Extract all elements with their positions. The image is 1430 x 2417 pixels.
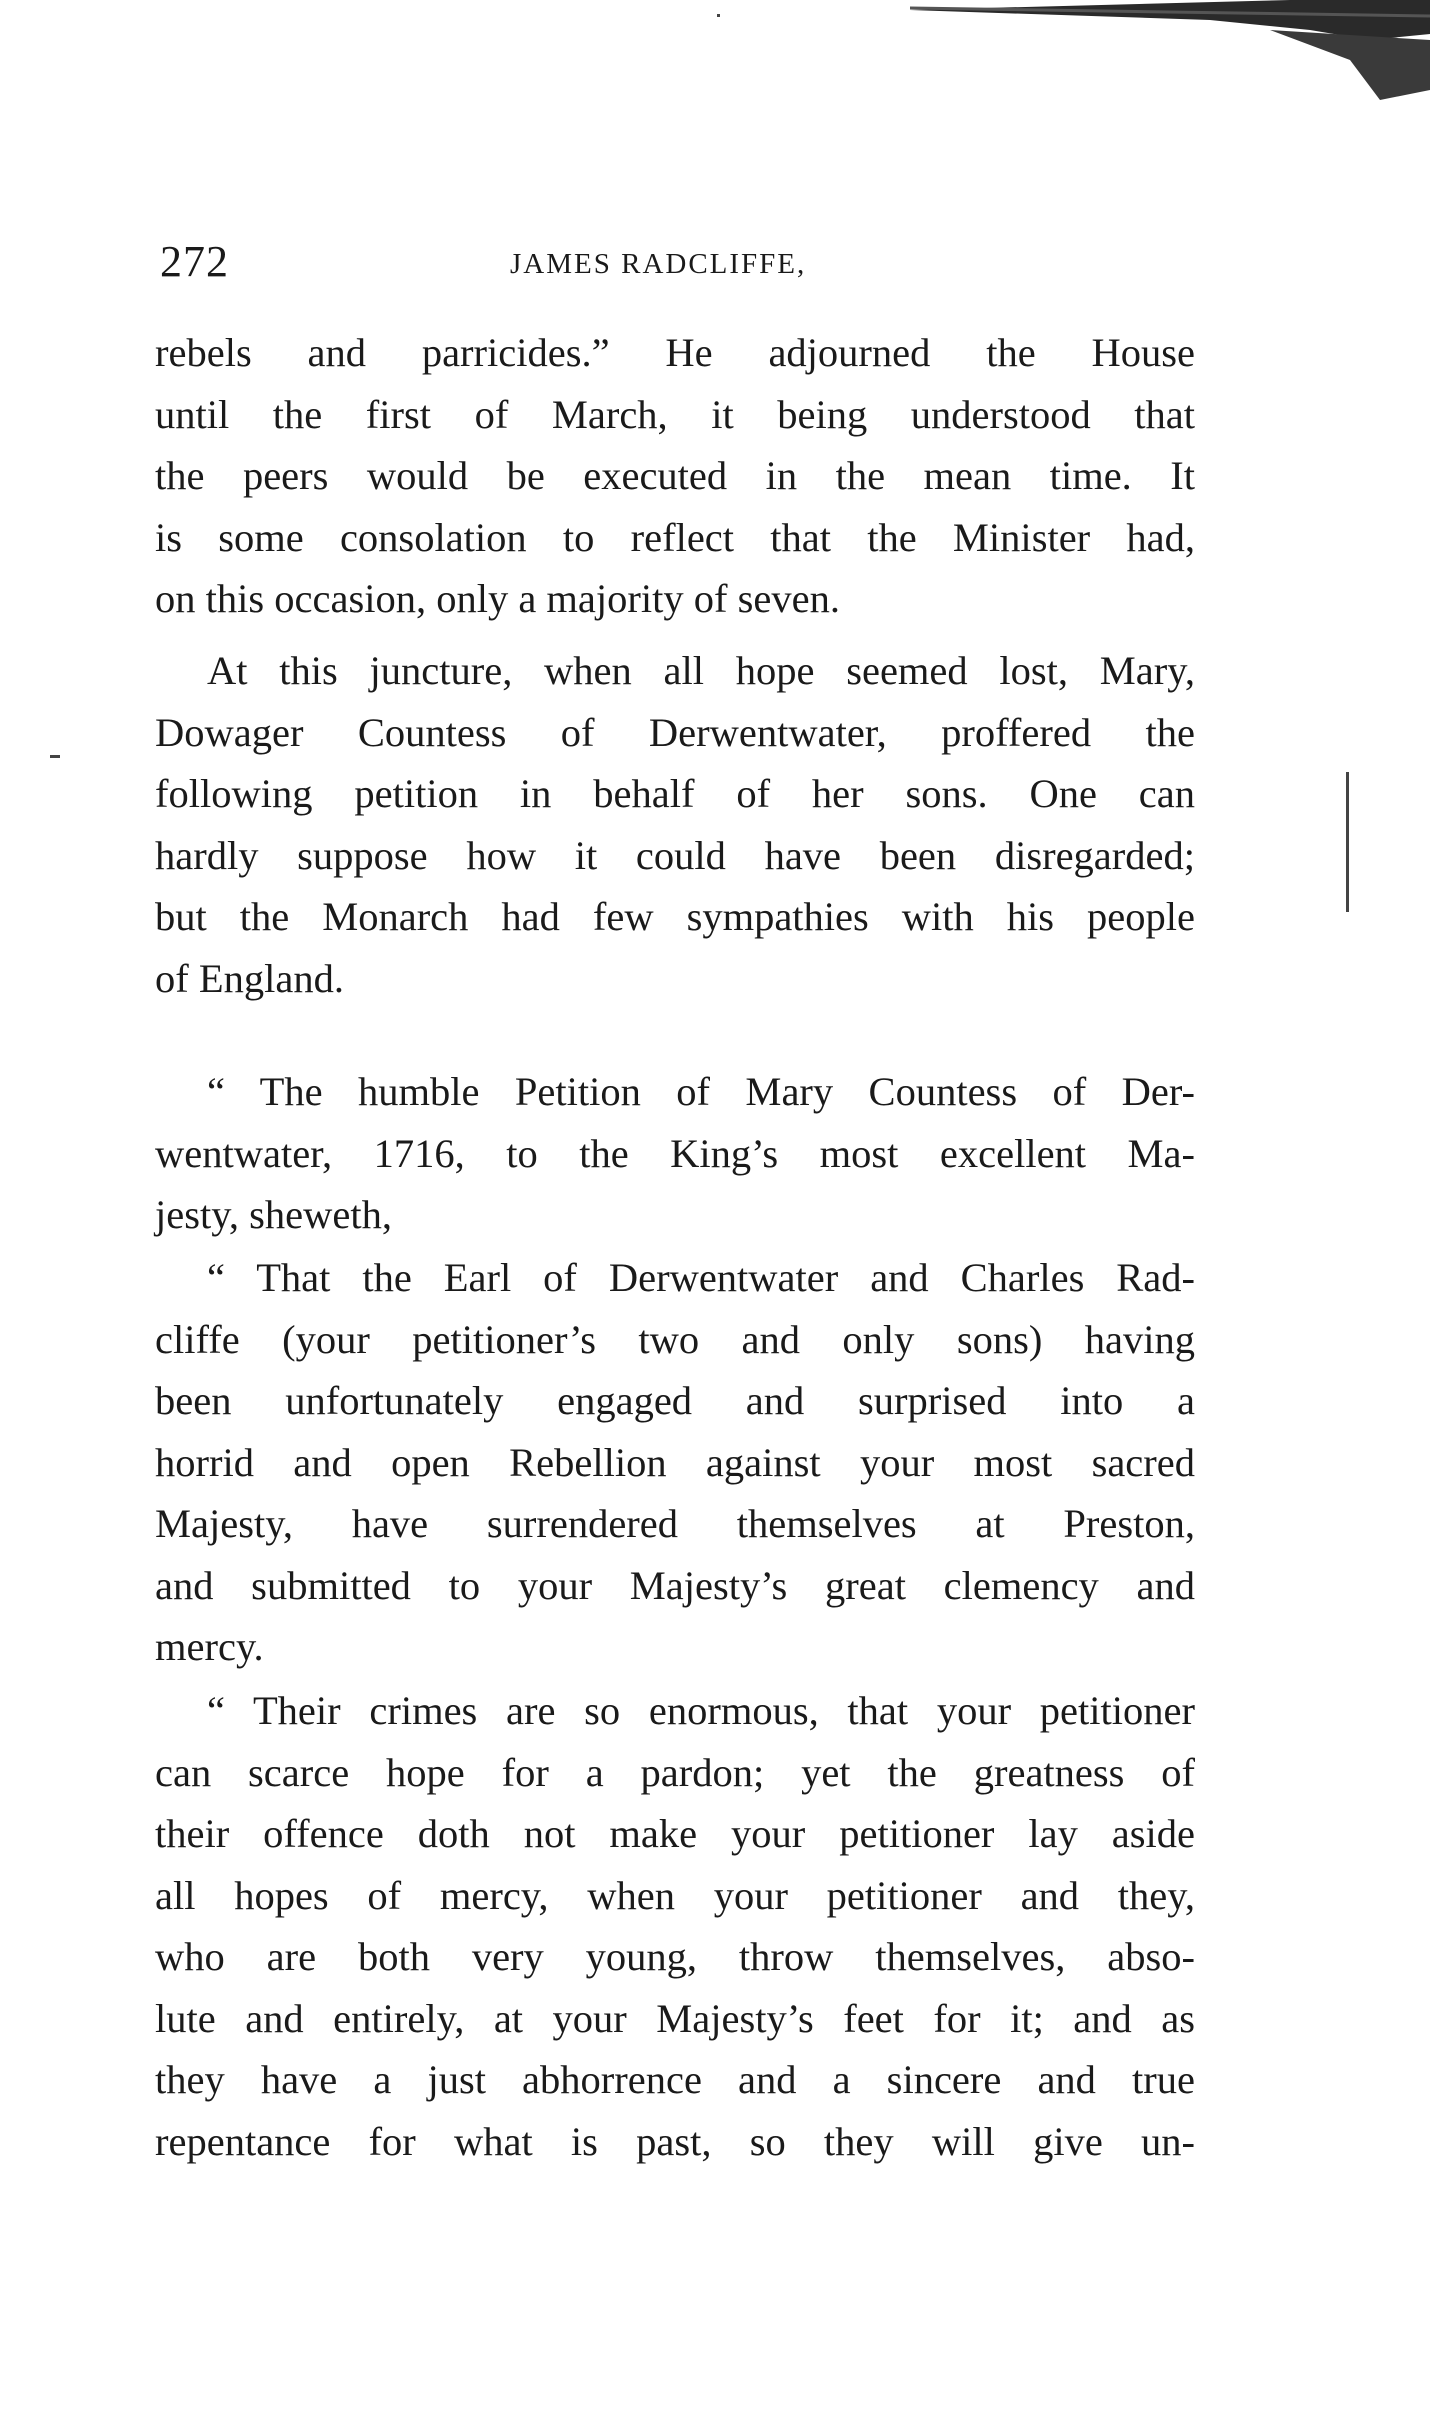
text-line: following petition in behalf of her sons. One can [155, 771, 1195, 816]
text-line: of England. [155, 955, 344, 1001]
petition-heading [155, 1061, 1195, 1246]
text-line: but the Monarch had few sympathies with his people [155, 894, 1195, 939]
text-line: been unfortunately engaged and surprised into a [155, 1378, 1195, 1423]
text-line: Dowager Countess of Derwentwater, proffered the [155, 709, 1195, 755]
text-line: their offence doth not make your petitioner lay aside [155, 1811, 1195, 1856]
running-title: JAMES RADCLIFFE, [510, 248, 807, 280]
text-line: is some consolation to reflect that the Minister had, [155, 514, 1195, 560]
margin-mark [50, 755, 60, 758]
text-line: and submitted to your Majesty’s great clemency and [155, 1562, 1195, 1608]
petition-paragraph-2 [155, 1680, 1195, 2172]
paragraph-1 [155, 322, 1195, 630]
text-line: “ Their crimes are so enormous, that your petitioner [207, 1688, 1195, 1733]
text-line: lute and entirely, at your Majesty’s feet for it; and as [155, 1995, 1195, 2041]
text-line: Majesty, have surrendered themselves at Preston, [155, 1501, 1195, 1546]
text-line: repentance for what is past, so they will give un- [155, 2118, 1195, 2164]
petition-paragraph-1 [155, 1247, 1195, 1678]
text-line: who are both very young, throw themselves, abso- [155, 1934, 1195, 1979]
page-header [160, 236, 1220, 296]
text-line: can scarce hope for a pardon; yet the greatness of [155, 1749, 1195, 1795]
text-line: on this occasion, only a majority of seven. [155, 576, 840, 621]
paragraph-2 [155, 640, 1195, 1009]
text-line: mercy. [155, 1624, 264, 1669]
text-line: the peers would be executed in the mean time. It [155, 453, 1195, 498]
text-line: hardly suppose how it could have been disregarded; [155, 832, 1195, 878]
text-line: horrid and open Rebellion against your most sacred [155, 1439, 1195, 1485]
text-line: “ The humble Petition of Mary Countess of Der- [207, 1069, 1195, 1114]
text-line: they have a just abhorrence and a sincere and true [155, 2057, 1195, 2102]
text-line: jesty, sheweth, [155, 1192, 392, 1237]
text-line: cliffe (your petitioner’s two and only sons) having [155, 1316, 1195, 1362]
text-line: “ That the Earl of Derwentwater and Charles Rad- [207, 1255, 1195, 1300]
margin-mark [1346, 772, 1349, 912]
text-line: rebels and parricides.” He adjourned the House [155, 330, 1195, 375]
text-line: all hopes of mercy, when your petitioner and they, [155, 1872, 1195, 1918]
text-line: until the first of March, it being understood that [155, 391, 1195, 437]
page-number: 272 [160, 237, 229, 286]
scan-shadow-artifact [910, 0, 1430, 110]
margin-mark [717, 14, 720, 17]
text-line: At this juncture, when all hope seemed lost, Mary, [207, 648, 1195, 693]
text-line: wentwater, 1716, to the King’s most excellent Ma- [155, 1130, 1195, 1176]
